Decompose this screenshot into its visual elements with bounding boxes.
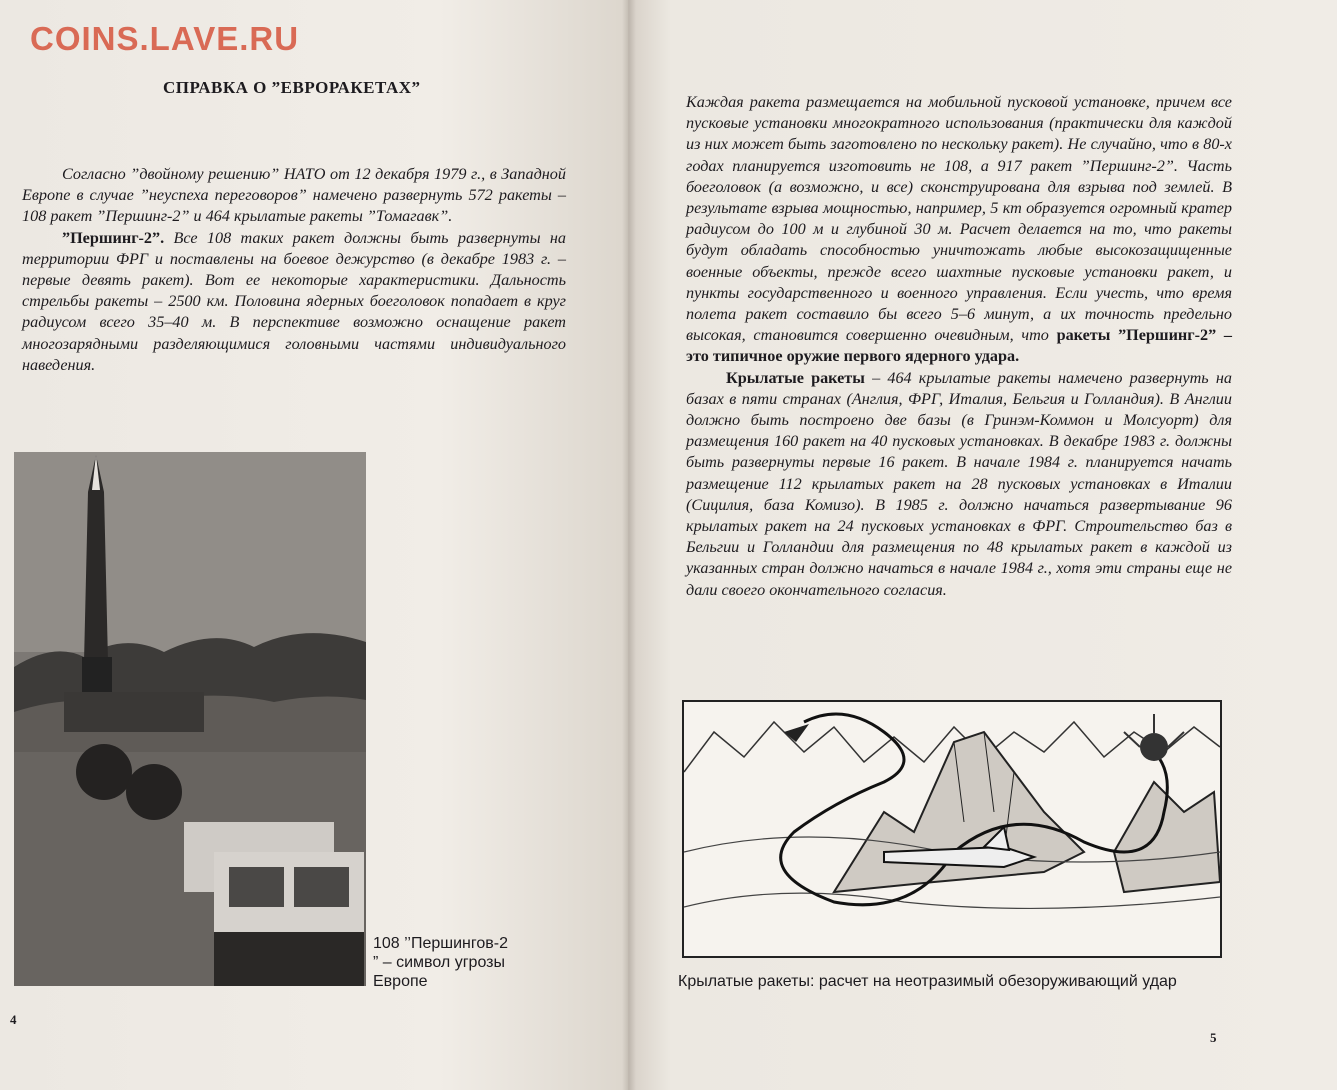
cruise-heading: Крылатые ракеты: [726, 368, 865, 387]
cruise-missile-illustration: [682, 700, 1222, 958]
launchers-text: Каждая ракета размещается на мобильной пусковой установке, причем все пусковые установки многократного использования (практически для каждой из них может быть заготовлено по нескольку ракет). Не случайно, что в 80-х годах планируется изготовить не 108, а 917 ракет ”Першинг-2”. Часть боеголовок (а возможно, и все) сконструирована для взрыва под землей. В результате взрыва мощностью, например, 5 кт образуется огромный кратер радиусом до 100 м и глубиной 30 м. Расчет делается на то, что ракеты будут обладать способностью уничтожать любые высокозащищенные военные объекты, прежде всего шахтные пусковые установки ракет, и пункты государственного и военного управления. Если учесть, что время полета ракет составило бы всего 5–6 минут, а их точность предельно высокая, становится совершенно очевидным, что: [686, 93, 1232, 345]
left-body-text: [22, 164, 566, 376]
right-body-text: [686, 92, 1232, 601]
paragraph-cruise: [686, 368, 1232, 601]
page-number-left: 4: [10, 1012, 17, 1027]
cruise-text: – 464 крылатые ракеты намечено развернуть на базах в пяти странах (Англия, ФРГ, Италия, Бельгия и Голландия). В Англии должно быть построено две базы (в Гринэм-Коммон и Молсуорт) для размещения 160 ракет на 40 пусковых установках. В декабре 1983 г. должны быть развернуты первые 16 ракет. В начале 1984 г. планируется начать размещение 112 крылатых ракет на 28 пусковых установках в Италии (Сицилия, база Комизо). В 1985 г. должно начаться развертывание 96 крылатых ракет на 24 пусковых установках в ФРГ. Строительство баз в Бельгии и Голландии для размещения по 48 крылатых ракет в каждой из указанных стран должно начаться в начале 1984 г., хотя эти страны еще не дали своего окончательного согласия.: [686, 368, 1232, 599]
pershing-photo-drawing: [14, 452, 366, 986]
cruise-missile-drawing: [684, 702, 1220, 956]
pershing-text: Все 108 таких ракет должны быть развернуты на территории ФРГ и поставлены на боевое дежурство (в декабре 1983 г. – первые девять ракет). Вот ее некоторые характеристики. Дальность стрельбы ракеты – 2500 км. Половина ядерных боеголовок попадает в круг радиусом всего 35–40 м. В перспективе возможно оснащение ракет многозарядными разделяющимися головными частями индивидуального наведения.: [22, 228, 566, 374]
pershing-photo: [14, 452, 366, 986]
page-number-right: 5: [1210, 1030, 1217, 1045]
paragraph-launchers: [686, 92, 1232, 368]
paragraph-pershing: [22, 228, 566, 376]
watermark: COINS.LAVE.RU: [30, 20, 300, 57]
first-strike-note: ракеты ”Першинг-2” – это типичное оружие первого ядерного удара.: [686, 326, 1232, 366]
page-heading: СПРАВКА О ”ЕВРОРАКЕТАХ”: [163, 78, 421, 97]
pershing-heading: ”Першинг-2”.: [62, 228, 165, 247]
paragraph-intro: Согласно ”двойному решению” НАТО от 12 декабря 1979 г., в Западной Европе в случае ”неуспеха переговоров” намечено развернуть 572 ракеты – 108 ракет ”Першинг-2” и 464 крылатые ракеты ”Томагавк”.: [22, 165, 566, 226]
illustration-caption: Крылатые ракеты: расчет на неотразимый обезоруживающий удар: [678, 973, 1177, 990]
book-gutter: [622, 0, 636, 1090]
photo-caption: 108 ’’Першингов-2 ” – символ угрозы Европе: [373, 935, 508, 990]
